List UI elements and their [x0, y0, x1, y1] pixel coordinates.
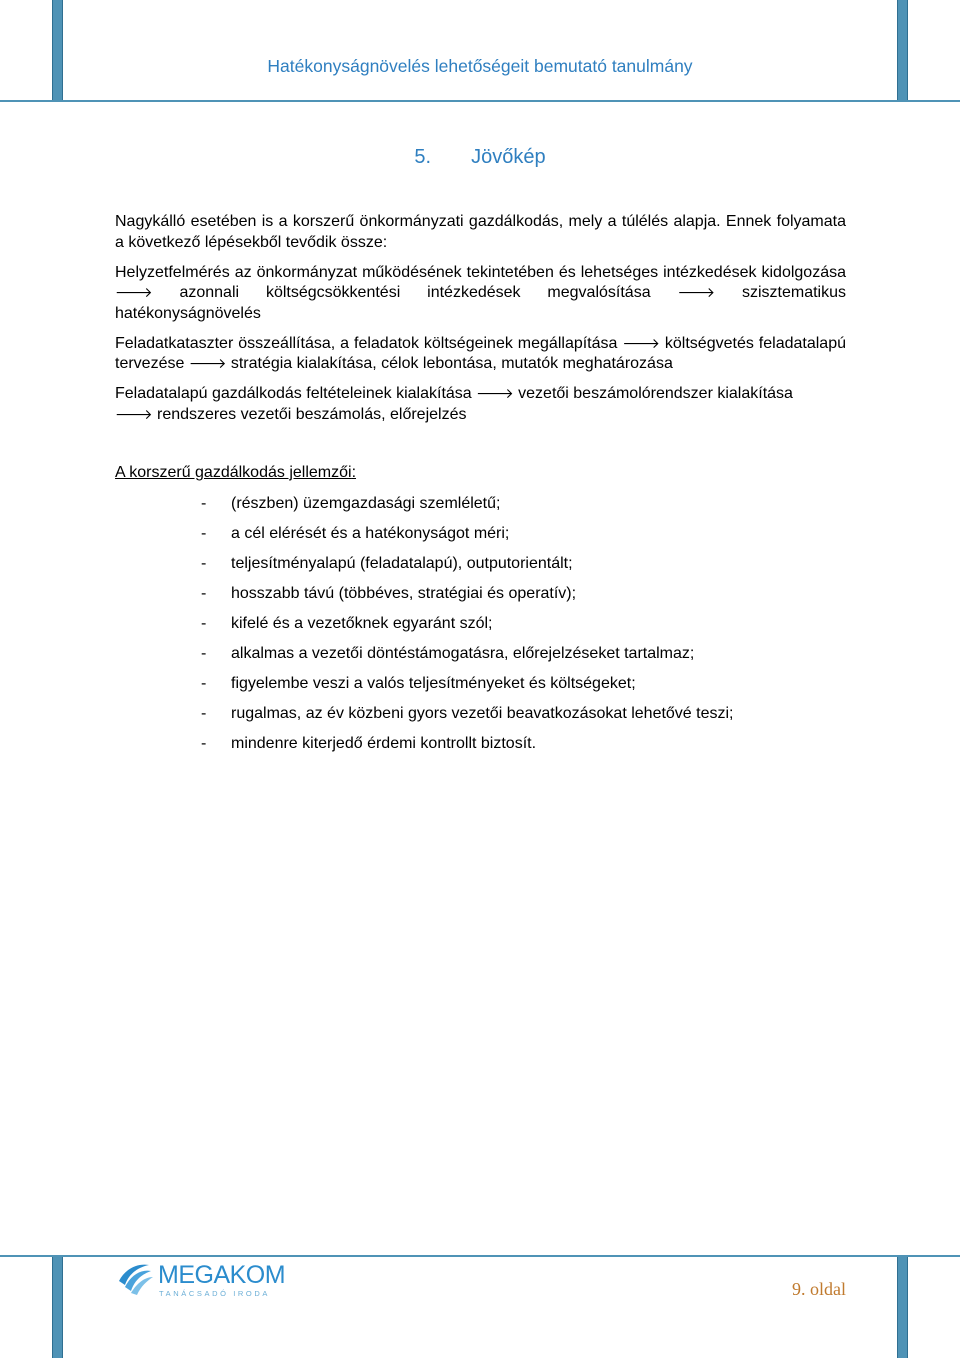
list-item: [115, 674, 846, 704]
characteristics-list: [115, 494, 846, 764]
header-title: Hatékonyságnövelés lehetőségeit bemutató tanulmány: [267, 56, 693, 76]
arrow-right-icon: 🡒: [188, 356, 227, 372]
arrow-right-icon: 🡒: [115, 285, 153, 301]
list-item-text: a cél elérését és a hatékonyságot méri;: [231, 524, 510, 542]
list-item-text: mindenre kiterjedő érdemi kontrollt biztosít.: [231, 734, 537, 752]
logo-name: MEGAKOM: [158, 1261, 286, 1289]
arrow-right-icon: 🡒: [476, 386, 514, 402]
list-bullet: -: [201, 644, 207, 662]
arrow-right-icon: 🡒: [622, 335, 660, 352]
main-content: [115, 212, 846, 764]
step-paragraph-1: Helyzetfelmérés az önkormányzat működésének tekintetében és lehetséges intézkedések kidolgozása 🡒 azonnali költségcsökkentési intézkedések megvalósítása 🡒 szisztematikus hatékonyságnövelés: [115, 263, 846, 322]
list-item-text: figyelembe veszi a valós teljesítményeket és költségeket;: [231, 674, 636, 692]
arrow-right-icon: 🡒: [677, 285, 716, 301]
list-item-text: hosszabb távú (többéves, stratégiai és operatív);: [231, 584, 577, 602]
list-item: [115, 614, 846, 644]
list-item: [115, 494, 846, 524]
header-left-bar: [52, 0, 63, 102]
section-title: Jövőkép: [471, 146, 546, 168]
section-heading: [0, 146, 960, 169]
list-bullet: -: [201, 554, 207, 572]
characteristics-heading: A korszerű gazdálkodás jellemzői:: [115, 464, 357, 481]
step-paragraph-3: Feladatalapú gazdálkodás feltételeinek kialakítása 🡒 vezetői beszámolórendszer kialakítása 🡒 rendszeres vezetői beszámolás, előrejelzés: [115, 385, 793, 423]
footer-right-bar: [897, 1257, 908, 1358]
logo-subtitle: TANÁCSADÓ IRODA: [159, 1289, 270, 1298]
list-bullet: -: [201, 734, 207, 752]
megakom-logo: [115, 1259, 285, 1299]
list-bullet: -: [201, 494, 207, 512]
arrow-right-icon: 🡒: [115, 406, 153, 423]
list-bullet: -: [201, 704, 207, 722]
intro-paragraph: Nagykálló esetében is a korszerű önkormányzati gazdálkodás, mely a túlélés alapja. Ennek folyamata a következő lépésekből tevődik össze:: [115, 213, 846, 251]
list-item-text: rugalmas, az év közbeni gyors vezetői beavatkozásokat lehetővé teszi;: [231, 704, 734, 722]
list-item: [115, 644, 846, 674]
list-bullet: -: [201, 614, 207, 632]
page-number: 9. oldal: [792, 1279, 846, 1299]
logo-swoosh-icon: [115, 1259, 155, 1299]
footer-rule: [0, 1255, 960, 1257]
list-item-text: kifelé és a vezetőknek egyaránt szól;: [231, 614, 493, 632]
section-number: 5.: [414, 146, 432, 168]
list-item-text: (részben) üzemgazdasági szemléletű;: [231, 494, 501, 512]
list-bullet: -: [201, 584, 207, 602]
step-paragraph-2: Feladatkataszter összeállítása, a feladatok költségeinek megállapítása 🡒 költségvetés feladatalapú tervezése 🡒 stratégia kialakítása, célok lebontása, mutatók meghatározása: [115, 334, 846, 372]
list-bullet: -: [201, 674, 207, 692]
list-item: [115, 584, 846, 614]
list-item-text: alkalmas a vezetői döntéstámogatásra, előrejelzéseket tartalmaz;: [231, 644, 695, 662]
list-item-text: teljesítményalapú (feladatalapú), outputorientált;: [231, 554, 573, 572]
header-rule: [0, 100, 960, 102]
list-item: [115, 734, 846, 764]
footer-left-bar: [52, 1257, 63, 1358]
list-item: [115, 524, 846, 554]
header-right-bar: [897, 0, 908, 102]
list-item: [115, 554, 846, 584]
list-bullet: -: [201, 524, 207, 542]
list-item: [115, 704, 846, 734]
